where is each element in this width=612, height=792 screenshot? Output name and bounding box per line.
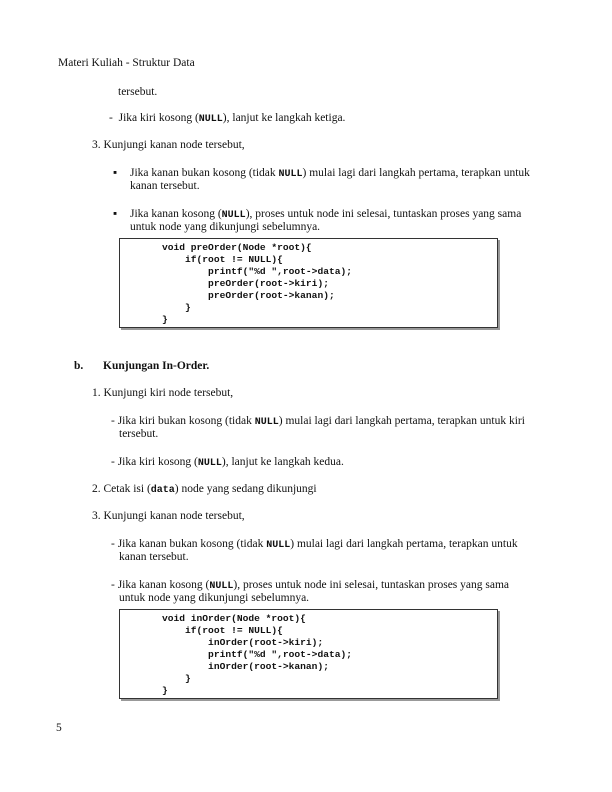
continuation-text: tersebut. bbox=[118, 86, 158, 98]
code-line: printf("%d ",root->data); bbox=[162, 266, 352, 277]
page-header: Materi Kuliah - Struktur Data bbox=[58, 57, 195, 69]
bullet-item-2: Jika kanan kosong (NULL), proses untuk node ini selesai, tuntaskan proses yang sama untuk node yang dikunjungi sebelumnya. bbox=[130, 208, 522, 233]
bullet-icon: ▪ bbox=[113, 208, 118, 220]
code-line: if(root != NULL){ bbox=[162, 625, 283, 636]
code-line: inOrder(root->kanan); bbox=[162, 661, 329, 672]
code-line: if(root != NULL){ bbox=[162, 254, 283, 265]
code-line: } bbox=[162, 673, 191, 684]
section-letter: b. bbox=[74, 360, 84, 372]
code-line: preOrder(root->kanan); bbox=[162, 290, 335, 301]
code-line: void inOrder(Node *root){ bbox=[162, 613, 306, 624]
inorder-step-1: 1. Kunjungi kiri node tersebut, bbox=[92, 387, 234, 399]
inorder-step-1a: - Jika kiri bukan kosong (tidak NULL) mulai lagi dari langkah pertama, terapkan untuk kiri tersebut. bbox=[111, 415, 525, 440]
code-line: } bbox=[162, 302, 191, 313]
section-title: Kunjungan In-Order. bbox=[103, 360, 210, 372]
inorder-step-3a: - Jika kanan bukan kosong (tidak NULL) mulai lagi dari langkah pertama, terapkan untuk kanan tersebut. bbox=[111, 538, 518, 563]
code-line: } bbox=[162, 314, 168, 325]
code-line: printf("%d ",root->data); bbox=[162, 649, 352, 660]
dash-bullet: - bbox=[109, 112, 119, 124]
bullet-icon: ▪ bbox=[113, 167, 118, 179]
list-item-left-null: - Jika kiri kosong (NULL), lanjut ke langkah ketiga. bbox=[109, 112, 346, 125]
page-number: 5 bbox=[56, 722, 62, 734]
bullet-item-1: Jika kanan bukan kosong (tidak NULL) mulai lagi dari langkah pertama, terapkan untuk kanan tersebut. bbox=[130, 167, 530, 192]
code-line: inOrder(root->kiri); bbox=[162, 637, 324, 648]
code-line: preOrder(root->kiri); bbox=[162, 278, 329, 289]
step-3-heading: 3. Kunjungi kanan node tersebut, bbox=[92, 139, 245, 151]
code-line: void preOrder(Node *root){ bbox=[162, 242, 312, 253]
inorder-step-2: 2. Cetak isi (data) node yang sedang dikunjungi bbox=[92, 483, 317, 496]
inorder-code-box bbox=[119, 609, 498, 699]
code-line: } bbox=[162, 685, 168, 696]
preorder-code-box bbox=[119, 238, 498, 328]
inorder-step-3: 3. Kunjungi kanan node tersebut, bbox=[92, 510, 245, 522]
code-null: NULL bbox=[198, 114, 223, 125]
inorder-step-1b: - Jika kiri kosong (NULL), lanjut ke langkah kedua. bbox=[111, 456, 344, 469]
inorder-step-3b: - Jika kanan kosong (NULL), proses untuk node ini selesai, tuntaskan proses yang sama untuk node yang dikunjungi sebelumnya. bbox=[111, 579, 510, 604]
